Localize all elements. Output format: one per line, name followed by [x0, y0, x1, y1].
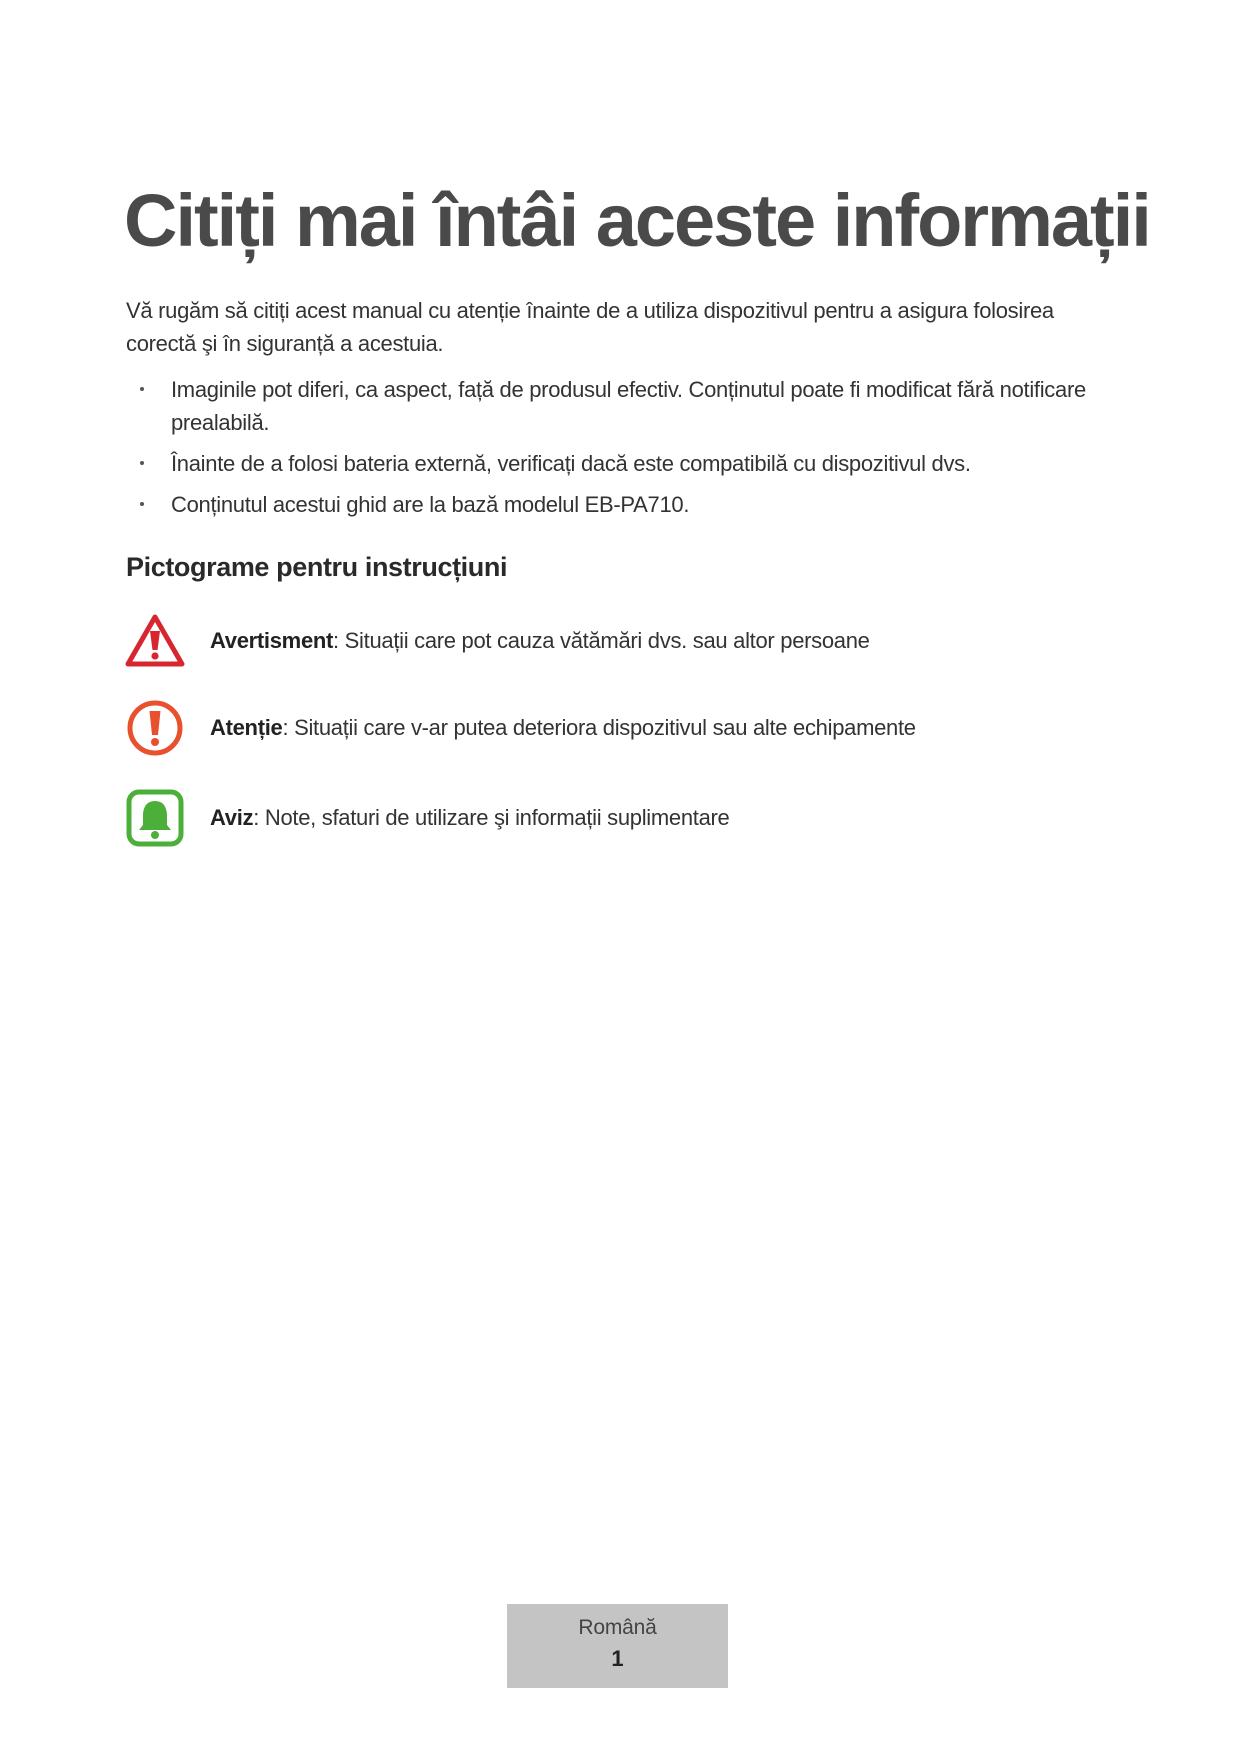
bullet-dot — [140, 502, 144, 506]
page-title: Citiți mai întâi aceste informații — [124, 179, 1150, 262]
bullet-text: Imaginile pot diferi, ca aspect, față de produsul efectiv. Conținutul poate fi modificat fără notificare prealabilă. — [171, 377, 1086, 435]
caution-text: : Situații care v-ar putea deteriora dispozitivul sau alte echipamente — [282, 715, 916, 740]
section-heading: Pictograme pentru instrucțiuni — [126, 552, 508, 582]
list-item — [126, 373, 1106, 439]
warning-label: Avertisment — [210, 628, 334, 653]
list-item — [126, 488, 1106, 521]
bullet-list — [126, 373, 1106, 529]
caution-label: Atenție — [210, 715, 283, 740]
bullet-dot — [140, 461, 144, 465]
caution-description — [210, 715, 916, 741]
notice-text: : Note, sfaturi de utilizare şi informații suplimentare — [253, 805, 730, 830]
caution-row — [124, 697, 1124, 759]
notice-row — [124, 787, 1124, 849]
footer-language: Română — [578, 1616, 657, 1639]
notice-label: Aviz — [210, 805, 254, 830]
bullet-text: Conținutul acestui ghid are la bază modelul EB-PA710. — [171, 492, 690, 517]
notice-bell-icon — [124, 787, 186, 849]
page-footer — [507, 1604, 728, 1688]
warning-triangle-icon — [124, 610, 186, 672]
warning-row — [124, 610, 1124, 672]
bullet-dot — [140, 387, 144, 391]
caution-circle-icon — [124, 697, 186, 759]
notice-description — [210, 805, 730, 831]
page-number: 1 — [611, 1646, 624, 1671]
warning-description — [210, 628, 870, 654]
bullet-text: Înainte de a folosi bateria externă, verificați dacă este compatibilă cu dispozitivul dvs. — [171, 451, 971, 476]
intro-paragraph: Vă rugăm să citiți acest manual cu atenție înainte de a utiliza dispozitivul pentru a asigura folosirea corectă şi în siguranță a acestuia. — [126, 298, 1054, 356]
list-item — [126, 447, 1106, 480]
warning-text: : Situații care pot cauza vătămări dvs. sau altor persoane — [333, 628, 870, 653]
